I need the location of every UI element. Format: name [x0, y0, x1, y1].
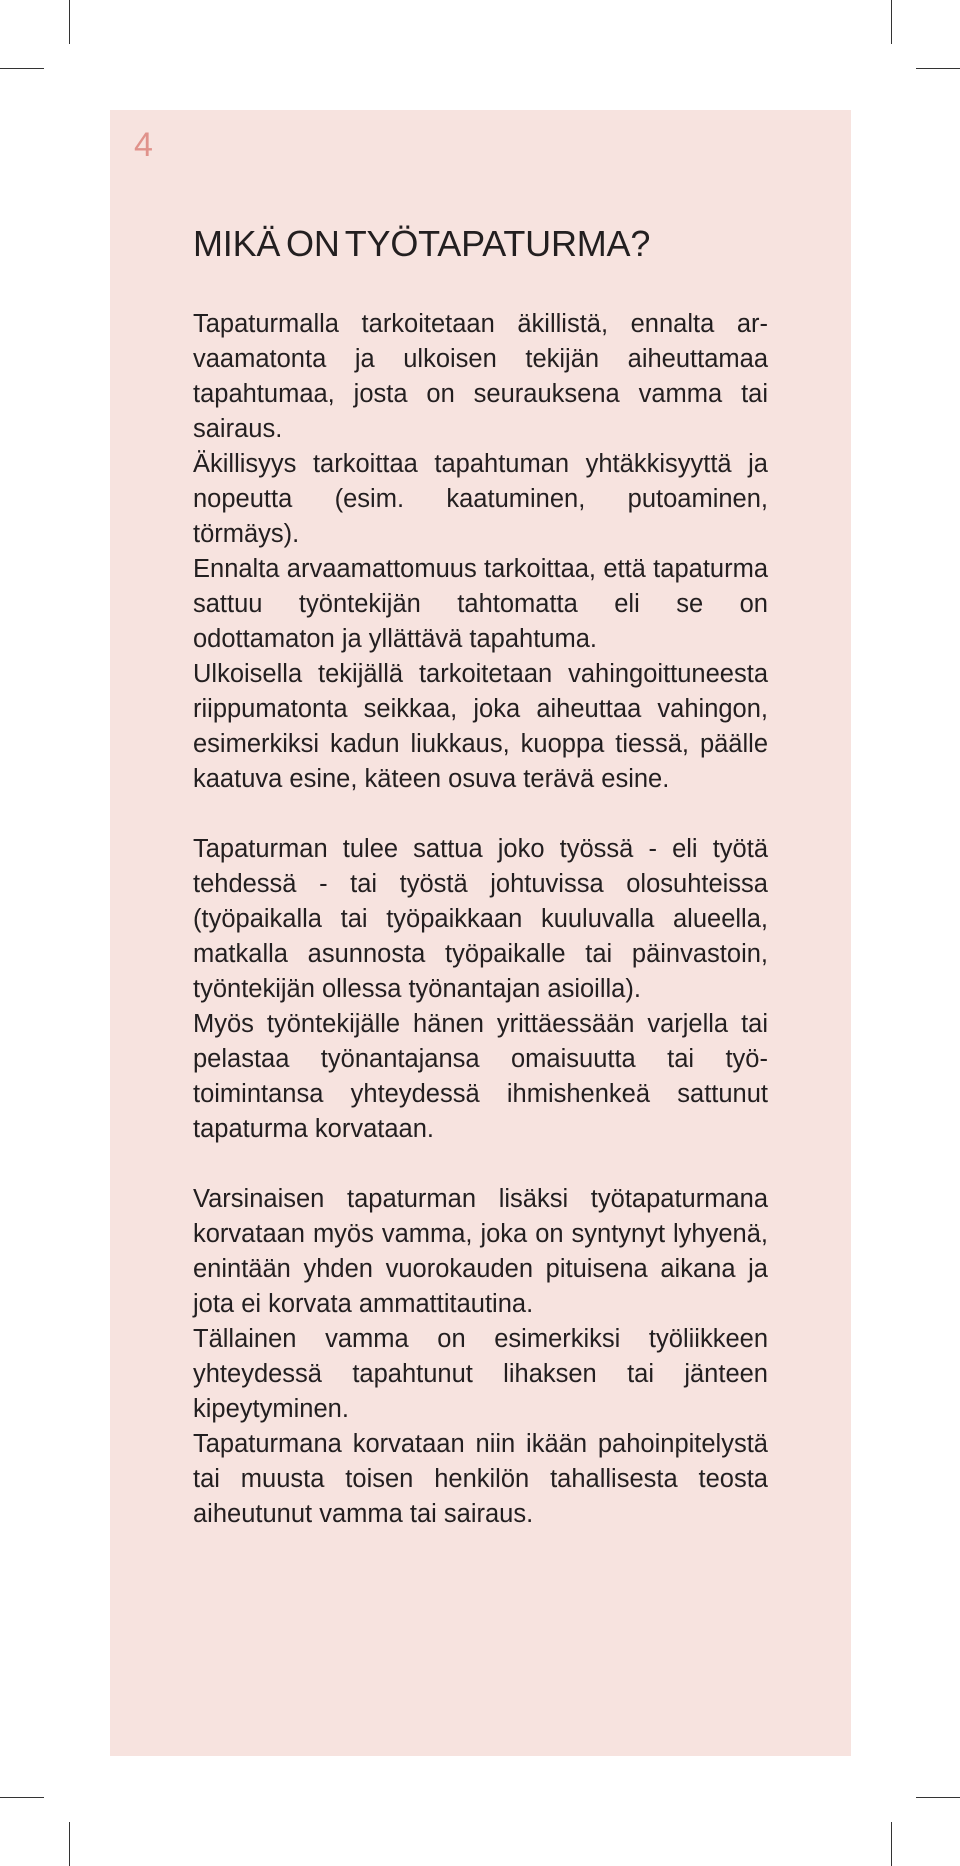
paragraph: Äkillisyys tarkoittaa tapahtuman yhtäkkisyyttä ja nopeutta (esim. kaatuminen, putoaminen, törmäys). [193, 450, 768, 549]
paragraph: Varsinaisen tapaturman lisäksi työtapaturmana korvataan myös vamma, joka on syntynyt lyhyenä, enintään yhden vuorokauden pituisena aikana ja jota ei korvata ammattitautina. [193, 1185, 768, 1319]
crop-mark-top-right-vertical [891, 0, 892, 44]
paragraph: Tapaturman tulee sattua joko työssä - eli työtä tehdessä - tai työstä johtuvissa olosuhteissa (työpaikalla tai työpaikkaan kuuluvalla alueella, matkalla asunnosta työpaikalle tai päinvastoin, työntekijän ollessa työnantajan asioilla). [193, 835, 768, 1004]
crop-mark-bottom-right-vertical [891, 1822, 892, 1866]
paragraph: Tapaturmalla tarkoitetaan äkillistä, ennalta arvaamatonta ja ulkoisen tekijän aiheuttamaa tapahtumaa, josta on seurauksena vamma tai sairaus. [193, 310, 768, 444]
page-number: 4 [134, 126, 153, 164]
section-definition [193, 307, 768, 797]
crop-mark-top-right-horizontal [916, 68, 960, 69]
crop-mark-bottom-left-horizontal [0, 1797, 44, 1798]
paragraph: Tapaturmana korvataan niin ikään pahoinpitelystä tai muusta toisen henkilön tahallisesta teosta aiheutunut vamma tai sairaus. [193, 1430, 768, 1529]
paragraph: Ulkoisella tekijällä tarkoitetaan vahingoittuneesta riippumatonta seikkaa, joka aiheuttaa vahingon, esimerkiksi kadun liukkaus, kuoppa tiessä, päälle kaatuva esine, käteen osuva terävä esine. [193, 660, 768, 794]
section-additional [193, 1182, 768, 1532]
paragraph: Ennalta arvaamattomuus tarkoittaa, että tapaturma sattuu työntekijän tahtomatta eli se on odottamaton ja yllättävä tapahtuma. [193, 555, 768, 654]
paragraph: Tällainen vamma on esimerkiksi työliikkeen yhteydessä tapahtunut lihaksen tai jänteen kipeytyminen. [193, 1325, 768, 1424]
article-content [193, 222, 768, 1567]
crop-mark-bottom-right-horizontal [916, 1797, 960, 1798]
crop-mark-bottom-left-vertical [69, 1822, 70, 1866]
page-panel [110, 110, 851, 1756]
crop-mark-top-left-horizontal [0, 68, 44, 69]
crop-mark-top-left-vertical [69, 0, 70, 44]
paragraph: Myös työntekijälle hänen yrittäessään varjella tai pelastaa työnantajansa omaisuutta tai työtoimintansa yhteydessä ihmishenkeä sattunut tapaturma korvataan. [193, 1010, 768, 1144]
page-title: MIKÄ ON TYÖTAPATURMA? [193, 223, 651, 264]
section-circumstances [193, 832, 768, 1147]
